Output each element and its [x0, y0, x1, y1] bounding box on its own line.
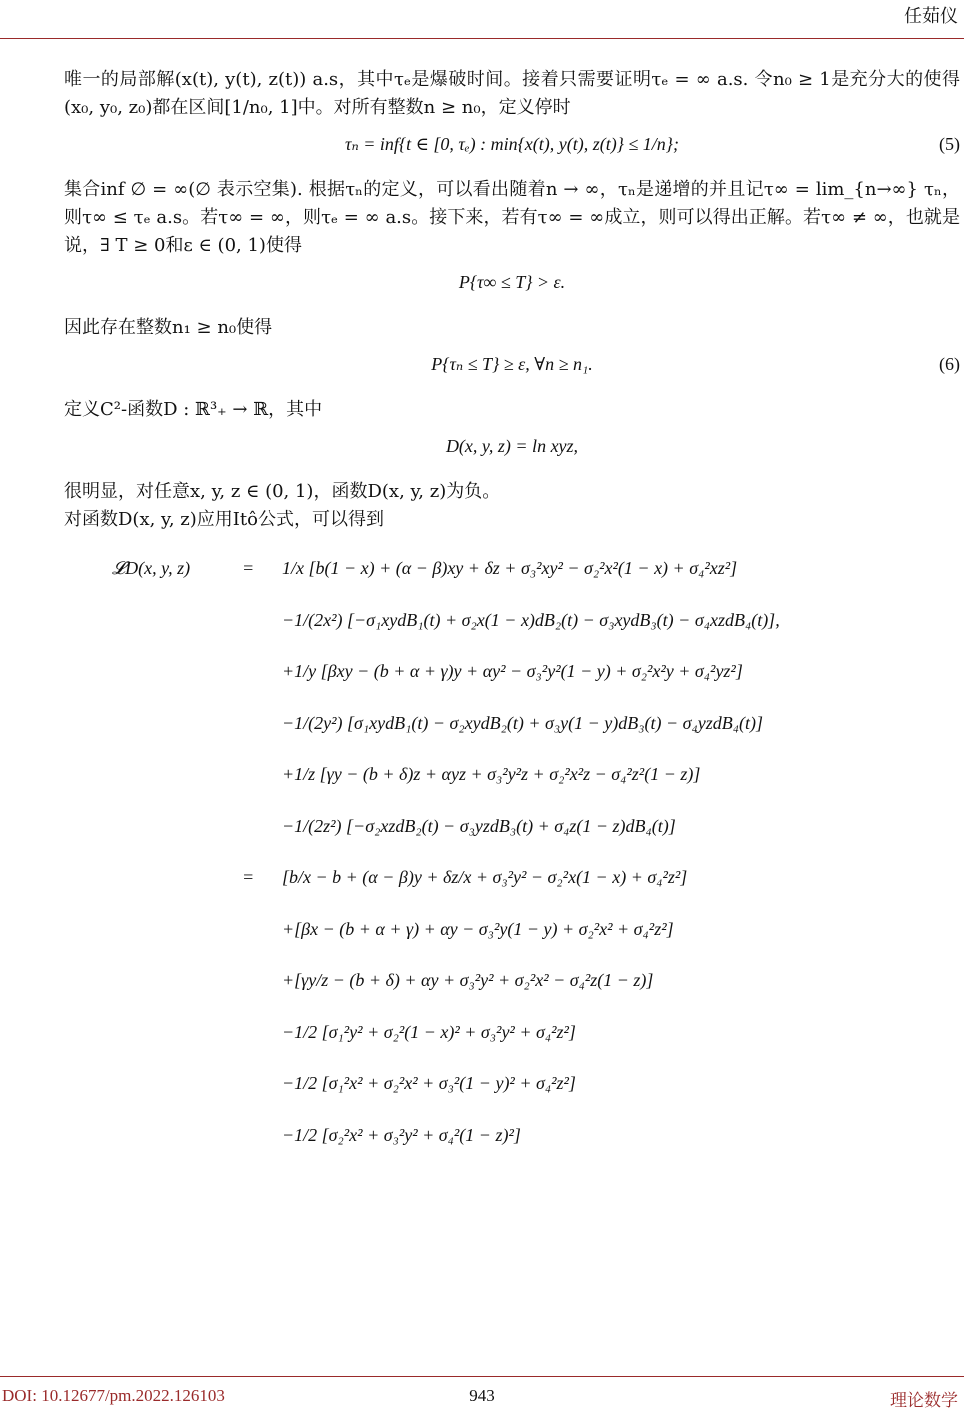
derivation-row	[64, 1059, 960, 1111]
derivation-relation: =	[242, 558, 255, 578]
derivation-row	[64, 1111, 960, 1163]
paragraph-3: 因此存在整数n₁ ≥ n₀使得	[64, 317, 273, 338]
derivation-expression: +[γy/z − (b + δ) + αy + σ₃²y² + σ₂²x² − σ₄²z(1 − z)]	[282, 970, 654, 990]
derivation-row	[64, 596, 960, 648]
derivation-expression: −1/2 [σ₁²y² + σ₂²(1 − x)² + σ₃²y² + σ₄²z²]	[282, 1021, 576, 1042]
equation-5-number: (5)	[939, 134, 960, 154]
footer-page-number: 943	[469, 1386, 495, 1405]
page-header	[0, 0, 964, 40]
derivation-expression: 1/x [b(1 − x) + (α − β)xy + δz + σ₃²xy² − σ₂²x²(1 − x) + σ₄²xz²]	[282, 558, 738, 578]
derivation-lhs: 𝓛D(x, y, z)	[112, 558, 191, 578]
paragraph-1: 唯一的局部解(x(t), y(t), z(t)) a.s，其中τₑ是爆破时间。接着只需要证明τₑ = ∞ a.s. 令n₀ ≥ 1是充分大的使得(x₀, y₀, z₀)都在区间[1/n₀, 1]中。对所有整数n ≥ n₀，定义停时	[64, 69, 960, 118]
header-rule	[0, 38, 964, 39]
derivation-row	[64, 905, 960, 957]
equation-d-definition-body: D(x, y, z) = ln xyz,	[445, 436, 579, 456]
equation-6	[64, 342, 960, 396]
ito-derivation	[64, 544, 960, 1162]
derivation-expression: [b/x − b + (α − β)y + δz/x + σ₃²y² − σ₂²x(1 − x) + σ₄²z²]	[282, 867, 688, 887]
derivation-row	[64, 699, 960, 751]
derivation-row	[64, 647, 960, 699]
derivation-row	[64, 956, 960, 1008]
paragraph-4: 定义C²-函数D : ℝ³₊ → ℝ，其中	[64, 399, 323, 420]
header-author: 任茹仪	[904, 6, 958, 27]
derivation-expression: +1/y [βxy − (b + α + γ)y + αy² − σ₃²y²(1 − y) + σ₂²x²y + σ₄²yz²]	[282, 661, 743, 681]
footer-journal-name: 理论数学	[890, 1391, 958, 1411]
equation-6-number: (6)	[939, 354, 960, 374]
derivation-row	[64, 853, 960, 905]
equation-5-body: τₙ = inf{t ∈ [0, τₑ) : min{x(t), y(t), z(t)} ≤ 1/n};	[345, 134, 679, 154]
derivation-row	[64, 802, 960, 854]
footer-rule	[0, 1376, 964, 1377]
paragraph-5: 很明显，对任意x, y, z ∈ (0, 1)，函数D(x, y, z)为负。	[64, 481, 501, 502]
equation-6-body: P{τₙ ≤ T} ≥ ε, ∀n ≥ n₁.	[431, 354, 593, 374]
footer-doi-link[interactable]: DOI: 10.12677/pm.2022.126103	[2, 1386, 225, 1405]
paragraph-2: 集合inf ∅ = ∞(∅ 表示空集). 根据τₙ的定义，可以看出随着n → ∞，τₙ是递增的并且记τ∞ = lim_{n→∞} τₙ，则τ∞ ≤ τₑ a.s。若τ∞ = ∞，则τₑ = ∞ a.s。接下来，若有τ∞ = ∞成立，则可以得出正解。若τ∞ ≠ ∞，也就是说，∃ T ≥ 0和ε ∈ (0, 1)使得	[64, 179, 960, 256]
page-footer	[0, 1374, 964, 1414]
derivation-expression: +1/z [γy − (b + δ)z + αyz + σ₃²y²z + σ₂²x²z − σ₄²z²(1 − z)]	[282, 764, 701, 784]
paragraph-6: 对函数D(x, y, z)应用Itô公式，可以得到	[64, 509, 384, 530]
derivation-expression: +[βx − (b + α + γ) + αy − σ₃²y(1 − y) + σ₂²x² + σ₄²z²]	[282, 918, 674, 939]
derivation-row	[64, 750, 960, 802]
equation-prob	[64, 260, 960, 314]
page-body	[64, 66, 960, 1162]
equation-5	[64, 122, 960, 176]
derivation-expression: −1/(2x²) [−σ₁xydB₁(t) + σ₂x(1 − x)dB₂(t) − σ₃xydB₃(t) − σ₄xzdB₄(t)],	[282, 609, 780, 630]
derivation-expression: −1/2 [σ₁²x² + σ₂²x² + σ₃²(1 − y)² + σ₄²z²]	[282, 1073, 576, 1093]
derivation-expression: −1/(2z²) [−σ₂xzdB₂(t) − σ₃yzdB₃(t) + σ₄z(1 − z)dB₄(t)]	[282, 815, 676, 836]
derivation-relation: =	[242, 867, 255, 887]
derivation-row	[64, 1008, 960, 1060]
equation-d-definition	[64, 424, 960, 478]
equation-prob-body: P{τ∞ ≤ T} > ε.	[458, 272, 566, 292]
derivation-row	[64, 544, 960, 596]
derivation-expression: −1/2 [σ₂²x² + σ₃²y² + σ₄²(1 − z)²]	[282, 1124, 521, 1145]
derivation-expression: −1/(2y²) [σ₁xydB₁(t) − σ₂xydB₂(t) + σ₃y(1 − y)dB₃(t) − σ₄yzdB₄(t)]	[282, 712, 764, 733]
